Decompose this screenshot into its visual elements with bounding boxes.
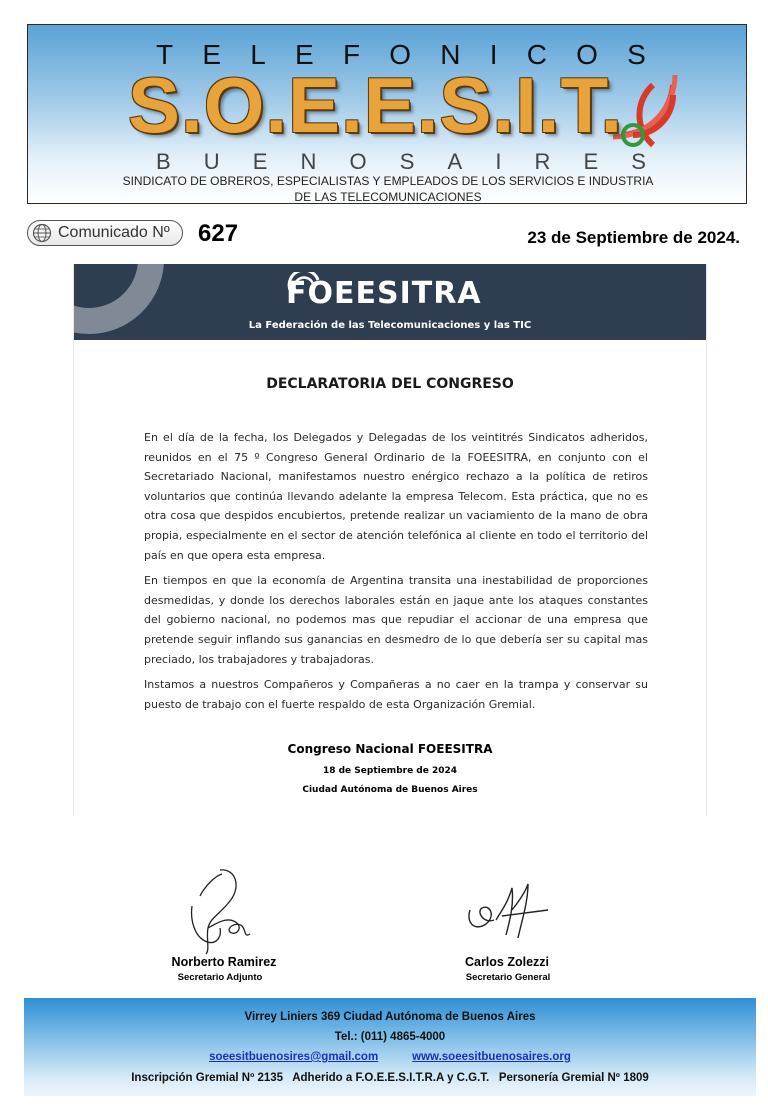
bottom-letter: N	[300, 149, 317, 174]
letter	[73, 264, 707, 816]
bottom-letter: B	[156, 149, 171, 174]
banner-tagline	[88, 173, 688, 204]
comunicado-number: 627	[198, 220, 239, 247]
paragraph: Instamos a nuestros Compañeros y Compañeras a no caer en la trampa y conservar su puesto de trabajo con el fuerte respaldo de esta Organización Gremial.	[144, 678, 648, 711]
footer-address: Virrey Liniers 369 Ciudad Autónoma de Buenos Aires	[244, 1011, 536, 1023]
letter-signature: Congreso Nacional FOEESITRA	[287, 742, 493, 756]
top-letter: T	[156, 39, 174, 70]
email-link[interactable]: soeesitbuenosires@gmail.com	[209, 1051, 379, 1063]
signer-name: Carlos Zolezzi	[464, 955, 550, 969]
footer-links	[24, 1051, 756, 1063]
comunicado-date: 23 de Septiembre de 2024.	[527, 228, 740, 247]
signer-role: Secretario Adjunto	[177, 972, 263, 983]
header-banner	[27, 24, 747, 204]
foeesitra-logo: FOEESITRA	[286, 276, 482, 311]
top-letter: L	[250, 39, 266, 70]
globe-icon	[32, 223, 52, 243]
footer-registration: Inscripción Gremial Nº 2135 Adherido a F.O.E.E.S.I.T.R.A y C.G.T. Personería Gremial Nº 1809	[131, 1072, 649, 1084]
letter-signature-date: 18 de Septiembre de 2024	[322, 766, 458, 776]
letter-body	[144, 428, 648, 720]
top-letter: N	[440, 39, 461, 70]
top-letter: C	[526, 39, 547, 70]
signer-role: Secretario General	[465, 972, 551, 983]
bottom-letter: R	[534, 149, 551, 174]
bottom-letter: A	[447, 149, 463, 174]
signer-name: Norberto Ramirez	[171, 955, 277, 969]
banner-acronym: S.O.E.E.S.I.T.	[128, 61, 624, 149]
top-letter: I	[489, 39, 498, 70]
top-letter: E	[202, 39, 222, 70]
paragraph: En tiempos en que la economía de Argentina transita una inestabilidad de proporciones desmedidas, y donde los derechos laborales están en jaque ante los ataques constantes del gobierno nacional, no podemos mas que repudiar el accionar de una empresa que pretende seguir inflando sus ganancias en desmedro de lo que debería ser su capital mas preciado, los trabajadores y trabajadoras.	[144, 574, 648, 666]
footer-phone: Tel.: (011) 4865-4000	[334, 1031, 446, 1043]
letter-header	[74, 264, 706, 340]
bottom-letter: U	[203, 149, 220, 174]
top-letter: E	[295, 39, 314, 70]
handwritten-signature-zolezzi	[462, 880, 552, 950]
tagline-line: DE LAS TELECOMUNICACIONES	[294, 190, 482, 204]
comunicado-label: Comunicado Nº	[58, 224, 170, 241]
website-link[interactable]: www.soeesitbuenosaires.org	[412, 1051, 571, 1063]
bottom-letter: I	[495, 149, 502, 174]
bottom-letter: O	[349, 149, 367, 174]
comunicado-badge	[27, 220, 183, 246]
letter-title: DECLARATORIA DEL CONGRESO	[266, 376, 514, 392]
banner-bottom-word	[156, 149, 646, 175]
top-letter: S	[627, 39, 646, 70]
top-letter: O	[576, 39, 598, 70]
footer	[24, 998, 756, 1096]
letter-subtitle: La Federación de las Telecomunicaciones y las TIC	[248, 320, 532, 331]
paragraph: En el día de la fecha, los Delegados y Delegadas de los veintitrés Sindicatos adheridos, reunidos en el 75 º Congreso General Ordinario de la FOEESITRA, en conjunto con el Secretariado Nacional, manifestamos nuestro enérgico rechazo a la política de retiros voluntarios que continúa llevando adelante la empresa Telecom. Esta práctica, que no es otra cosa que despidos encubiertos, pretende realizar un vaciamiento de la mano de obra propia, especialmente en el sector de atención telefónica al cliente en todo el territorio del país en que opera esta empresa.	[144, 431, 648, 562]
bottom-letter: S	[631, 149, 646, 174]
top-letter: F	[342, 39, 361, 70]
bottom-letter: S	[399, 149, 415, 174]
handwritten-signature-ramirez	[180, 866, 260, 956]
bottom-letter: E	[252, 149, 268, 174]
letter-signature-place: Ciudad Autónoma de Buenos Aires	[302, 785, 478, 795]
tagline-line: SINDICATO DE OBREROS, ESPECIALISTAS Y EMPLEADOS DE LOS SERVICIOS E INDUSTRIA	[122, 174, 654, 188]
top-letter: O	[389, 39, 412, 70]
bottom-letter: E	[583, 149, 599, 174]
